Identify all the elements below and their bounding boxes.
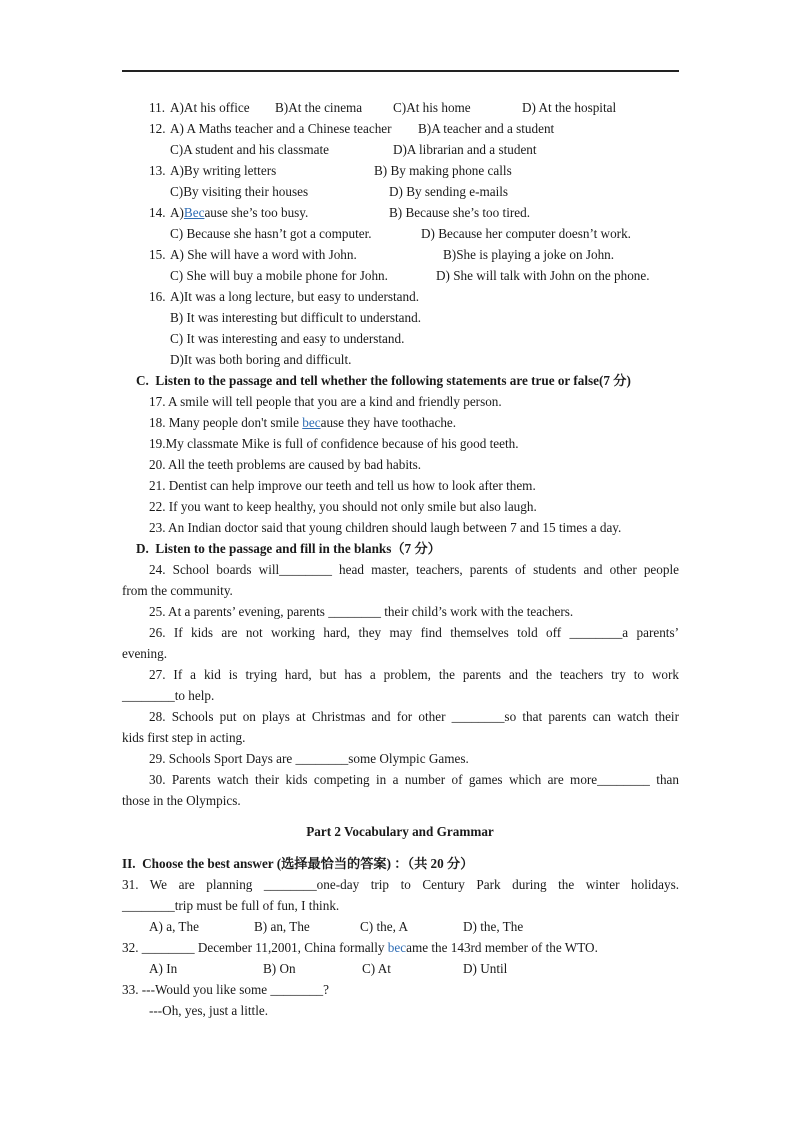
header-rule xyxy=(122,70,679,72)
blank-25: 25. At a parents’ evening, parents ________ their child’s work with the teachers. xyxy=(149,604,574,619)
statement-18 xyxy=(149,414,456,431)
q13-option-b: B) By making phone calls xyxy=(374,163,512,178)
blank-26-line1: 26. If kids are not working hard, they may find themselves told off ________a parents’ xyxy=(149,625,679,640)
q31-option-d: D) the, The xyxy=(463,919,524,934)
q32-hyperlink[interactable]: bec xyxy=(387,940,407,955)
blank-28-line1: 28. Schools put on plays at Christmas and for other ________so that parents can watch their xyxy=(149,709,679,724)
q11-option-c: C)At his home xyxy=(393,100,471,115)
q14-option-a xyxy=(170,204,308,221)
q32-option-c: C) At xyxy=(362,961,391,976)
statement-23: 23. An Indian doctor said that young children should laugh between 7 and 15 times a day. xyxy=(149,520,622,535)
q16-option-d: D)It was both boring and difficult. xyxy=(170,352,352,367)
q14-number: 14. xyxy=(149,205,166,220)
q32-option-a: A) In xyxy=(149,961,178,976)
blank-28-line2: kids first step in acting. xyxy=(122,730,246,745)
q32-option-d: D) Until xyxy=(463,961,508,976)
q11-option-d: D) At the hospital xyxy=(522,100,617,115)
q14-hyperlink[interactable]: Bec xyxy=(183,205,205,220)
statement-20: 20. All the teeth problems are caused by bad habits. xyxy=(149,457,422,472)
statement-21: 21. Dentist can help improve our teeth and tell us how to look after them. xyxy=(149,478,536,493)
q32-stem xyxy=(122,939,598,956)
q16-option-b: B) It was interesting but difficult to understand. xyxy=(170,310,422,325)
q13-option-d: D) By sending e-mails xyxy=(389,184,509,199)
statement-18-prefix: 18. Many people don't smile xyxy=(149,415,303,430)
section-d-heading: D. Listen to the passage and fill in the blanks（7 分） xyxy=(136,541,441,556)
q14-option-b: B) Because she’s too tired. xyxy=(389,205,530,220)
q14-option-a-prefix: A) xyxy=(170,205,184,220)
statement-18-rest: ause they have toothache. xyxy=(320,415,457,430)
q31-option-c: C) the, A xyxy=(360,919,408,934)
q11-number: 11. xyxy=(149,100,165,115)
blank-30-line2: those in the Olympics. xyxy=(122,793,241,808)
blank-29: 29. Schools Sport Days are ________some Olympic Games. xyxy=(149,751,469,766)
q12-option-b: B)A teacher and a student xyxy=(418,121,555,136)
q32-stem-prefix: 32. ________ December 11,2001, China formally xyxy=(122,940,388,955)
q14-option-c: C) Because she hasn’t got a computer. xyxy=(170,226,372,241)
q12-option-c: C)A student and his classmate xyxy=(170,142,329,157)
q32-stem-rest: ame the 143rd member of the WTO. xyxy=(406,940,598,955)
q33-line2: ---Oh, yes, just a little. xyxy=(149,1003,269,1018)
q31-option-a: A) a, The xyxy=(149,919,199,934)
q33-line1: 33. ---Would you like some ________? xyxy=(122,982,329,997)
q16-option-c: C) It was interesting and easy to understand. xyxy=(170,331,405,346)
q11-option-a: A)At his office xyxy=(170,100,250,115)
q15-number: 15. xyxy=(149,247,166,262)
q31-line2: ________trip must be full of fun, I think. xyxy=(122,898,340,913)
q12-number: 12. xyxy=(149,121,166,136)
q32-option-b: B) On xyxy=(263,961,296,976)
part-2-heading: Part 2 Vocabulary and Grammar xyxy=(306,824,494,839)
q31-line1: 31. We are planning ________one-day trip to Century Park during the winter holidays. xyxy=(122,877,679,892)
blank-27-line1: 27. If a kid is trying hard, but has a problem, the parents and the teachers try to work xyxy=(149,667,679,682)
blank-26-line2: evening. xyxy=(122,646,168,661)
q13-number: 13. xyxy=(149,163,166,178)
blank-24-line1: 24. School boards will________ head master, teachers, parents of students and other people xyxy=(149,562,679,577)
q15-option-c: C) She will buy a mobile phone for John. xyxy=(170,268,388,283)
q11-option-b: B)At the cinema xyxy=(275,100,363,115)
q13-option-a: A)By writing letters xyxy=(170,163,277,178)
q31-option-b: B) an, The xyxy=(254,919,310,934)
q12-option-a: A) A Maths teacher and a Chinese teacher xyxy=(170,121,392,136)
statement-19: 19.My classmate Mike is full of confidence because of his good teeth. xyxy=(149,436,519,451)
blank-27-line2: ________to help. xyxy=(122,688,215,703)
q15-option-b: B)She is playing a joke on John. xyxy=(443,247,615,262)
q16-option-a: A)It was a long lecture, but easy to understand. xyxy=(170,289,420,304)
blank-30-line1: 30. Parents watch their kids competing in a number of games which are more________ than xyxy=(149,772,679,787)
section-ii-heading: II. Choose the best answer (选择最恰当的答案) ：（共 20 分） xyxy=(122,856,474,871)
q15-option-d: D) She will talk with John on the phone. xyxy=(436,268,650,283)
q15-option-a: A) She will have a word with John. xyxy=(170,247,357,262)
blank-24-line2: from the community. xyxy=(122,583,233,598)
statement-17: 17. A smile will tell people that you are a kind and friendly person. xyxy=(149,394,502,409)
q12-option-d: D)A librarian and a student xyxy=(393,142,537,157)
q13-option-c: C)By visiting their houses xyxy=(170,184,309,199)
statement-18-hyperlink[interactable]: bec xyxy=(302,415,321,430)
statement-22: 22. If you want to keep healthy, you should not only smile but also laugh. xyxy=(149,499,537,514)
q16-number: 16. xyxy=(149,289,166,304)
section-c-heading: C. Listen to the passage and tell whether the following statements are true or false(7 分) xyxy=(136,373,631,388)
q14-option-a-rest: ause she’s too busy. xyxy=(204,205,309,220)
q14-option-d: D) Because her computer doesn’t work. xyxy=(421,226,631,241)
